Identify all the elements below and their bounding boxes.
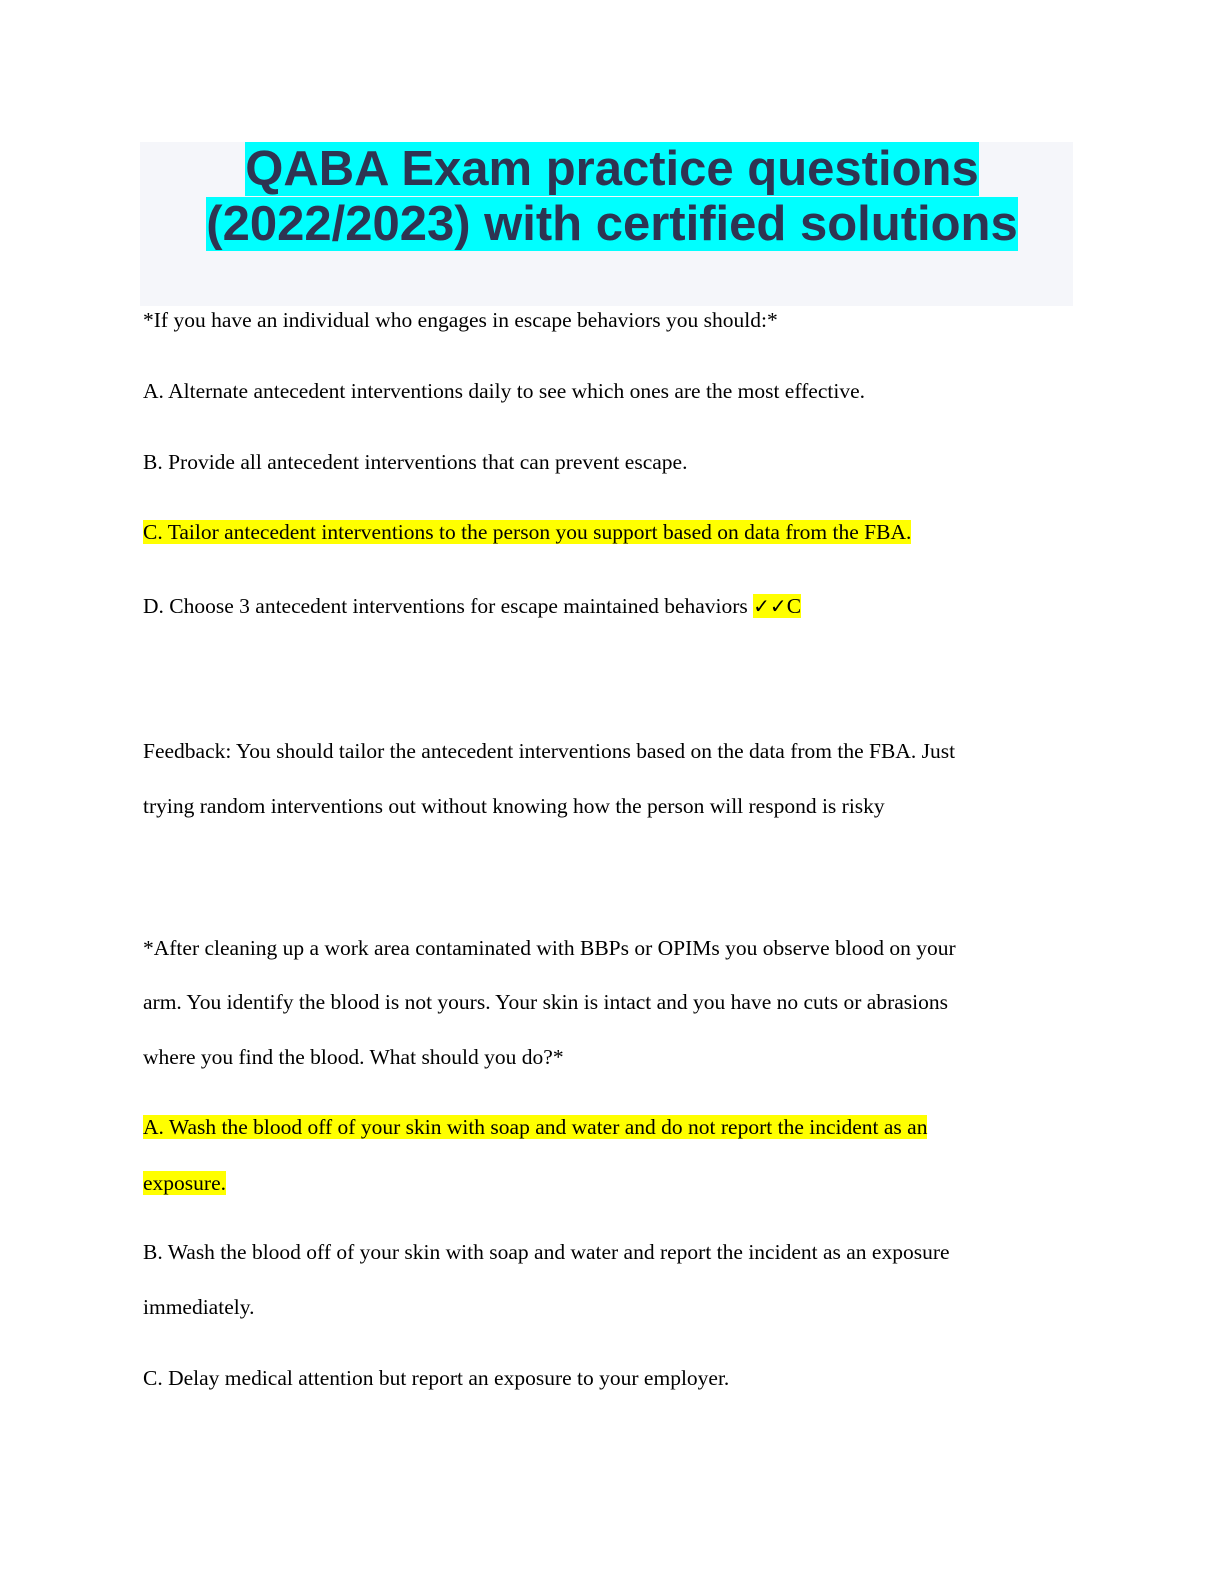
- question-2-text-line-3: where you find the blood. What should you do?*: [143, 1045, 564, 1069]
- question-2-option-c: C. Delay medical attention but report an exposure to your employer.: [143, 1366, 730, 1390]
- document-title-line-1: QABA Exam practice questions: [245, 142, 979, 196]
- correct-answer-highlight: A. Wash the blood off of your skin with soap and water and do not report the incident as an: [143, 1115, 928, 1139]
- correct-answer-highlight: exposure.: [143, 1171, 226, 1195]
- question-2-option-a-line-1: [143, 1114, 927, 1140]
- feedback-line-1: Feedback: You should tailor the antecedent interventions based on the data from the FBA. Just: [143, 739, 956, 763]
- check-icon: ✓✓: [753, 594, 787, 618]
- option-d-text: D. Choose 3 antecedent interventions for escape maintained behaviors: [143, 594, 748, 618]
- answer-key: [753, 594, 801, 618]
- question-2-option-b-line-1: B. Wash the blood off of your skin with soap and water and report the incident as an exposure: [143, 1240, 950, 1264]
- question-1-option-c: [143, 519, 911, 545]
- question-2-text-line-1: *After cleaning up a work area contaminated with BBPs or OPIMs you observe blood on your: [143, 936, 956, 960]
- question-2-option-a-line-2: [143, 1170, 226, 1196]
- question-1-text: *If you have an individual who engages in escape behaviors you should:*: [143, 308, 778, 332]
- feedback-line-2: trying random interventions out without knowing how the person will respond is risky: [143, 794, 885, 818]
- question-2-text-line-2: arm. You identify the blood is not yours. Your skin is intact and you have no cuts or abrasions: [143, 990, 949, 1014]
- question-1-option-a: A. Alternate antecedent interventions daily to see which ones are the most effective.: [143, 379, 865, 403]
- answer-letter: C: [786, 594, 802, 618]
- question-1-option-d: [143, 593, 801, 619]
- document-title-line-2: (2022/2023) with certified solutions: [206, 197, 1018, 251]
- question-2-option-b-line-2: immediately.: [143, 1295, 255, 1319]
- correct-answer-highlight: C. Tailor antecedent interventions to the person you support based on data from the FBA.: [143, 520, 912, 544]
- question-1-option-b: B. Provide all antecedent interventions that can prevent escape.: [143, 450, 688, 474]
